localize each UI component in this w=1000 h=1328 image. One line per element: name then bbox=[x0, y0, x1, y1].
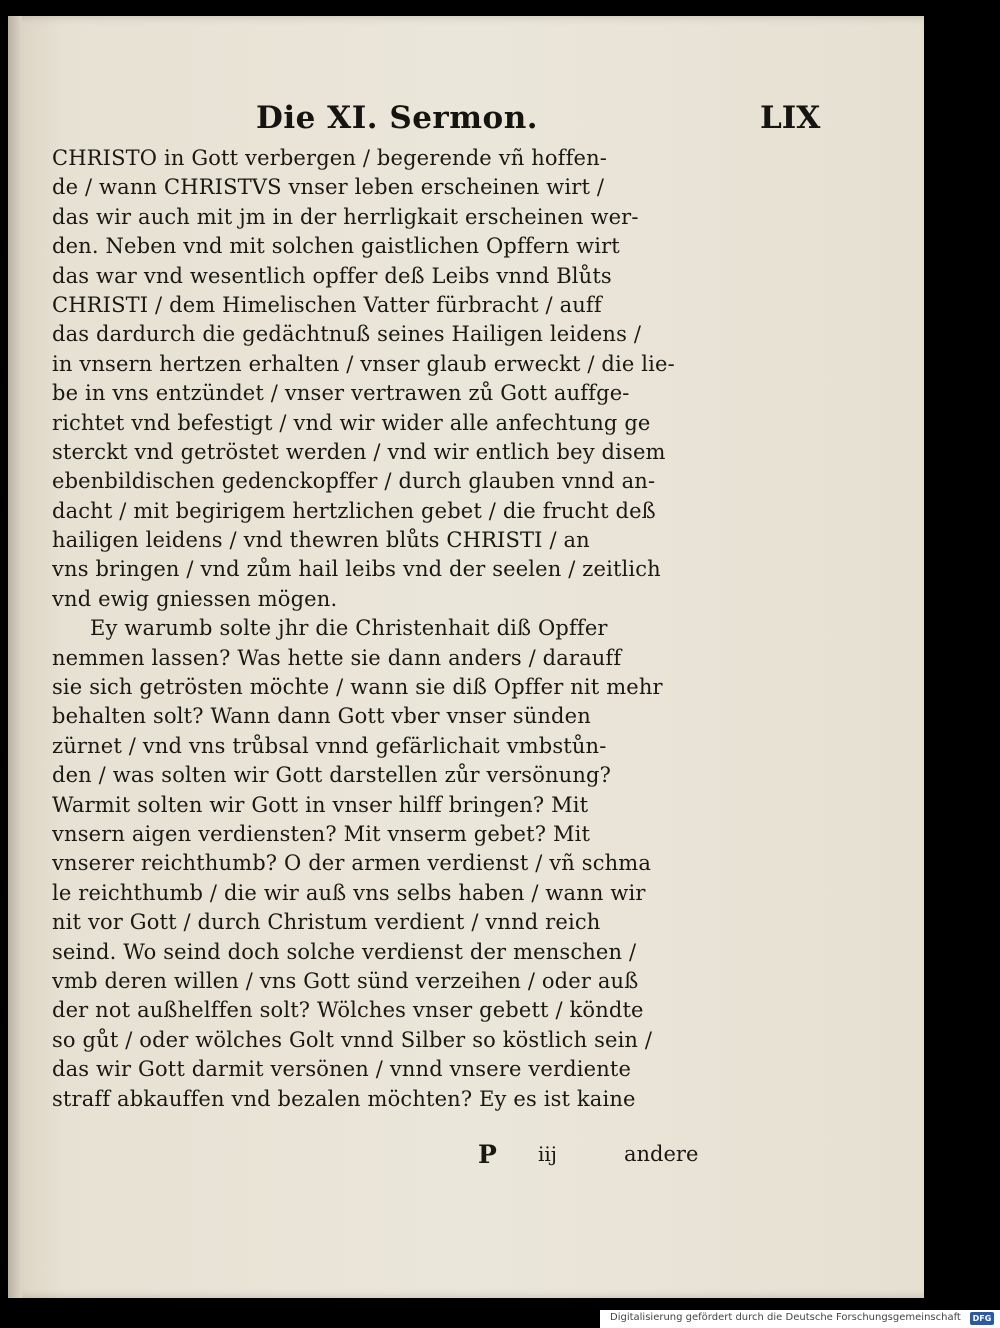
page-gutter bbox=[8, 16, 22, 1298]
signature-letter: P bbox=[478, 1140, 497, 1169]
text-line: den / was solten wir Gott darstellen zůr versönung? bbox=[52, 763, 612, 788]
text-line: vnserer reichthumb? O der armen verdienst / vñ schma bbox=[52, 851, 652, 876]
text-line: nemmen lassen? Was hette sie dann anders / darauff bbox=[52, 645, 622, 670]
page-header bbox=[8, 100, 924, 140]
text-line: vnd ewig gniessen mögen. bbox=[52, 586, 338, 611]
text-line: das dardurch die gedächtnuß seines Hailigen leidens / bbox=[52, 322, 642, 347]
text-line: seind. Wo seind doch solche verdienst der menschen / bbox=[52, 939, 637, 964]
text-line: CHRISTO in Gott verbergen / begerende vñ hoffen- bbox=[52, 146, 608, 170]
text-line: das war vnd wesentlich opffer deß Leibs vnnd Blůts bbox=[52, 263, 612, 288]
footer-credit-bar bbox=[600, 1310, 1000, 1328]
paragraph-start-line: Ey warumb solte jhr die Christenhait diß Opffer bbox=[90, 616, 608, 641]
text-line: vnsern aigen verdiensten? Mit vnserm gebet? Mit bbox=[52, 821, 591, 846]
catchword: andere bbox=[624, 1142, 699, 1166]
text-line: be in vns entzündet / vnser vertrawen zů Gott auffge- bbox=[52, 381, 630, 406]
footer-credit: Digitalisierung gefördert durch die Deutsche Forschungsgemeinschaft bbox=[610, 1312, 961, 1323]
text-line: Warmit solten wir Gott in vnser hilff bringen? Mit bbox=[52, 792, 589, 817]
text-line: den. Neben vnd mit solchen gaistlichen Opffern wirt bbox=[52, 234, 620, 259]
text-line: straff abkauffen vnd bezalen möchten? Ey es ist kaine bbox=[52, 1086, 636, 1111]
text-line: behalten solt? Wann dann Gott vber vnser sünden bbox=[52, 704, 591, 729]
folio-number: LIX bbox=[760, 100, 821, 136]
running-title: Die XI. Sermon. bbox=[256, 100, 539, 136]
dfg-logo: DFG bbox=[970, 1312, 994, 1325]
text-line: das wir Gott darmit versönen / vnnd vnsere verdiente bbox=[52, 1057, 632, 1082]
text-line: vns bringen / vnd zům hail leibs vnd der seelen / zeitlich bbox=[52, 557, 661, 582]
text-line: vmb deren willen / vns Gott sünd verzeihen / oder auß bbox=[52, 968, 639, 993]
text-line: das wir auch mit jm in der herrligkait erscheinen wer- bbox=[52, 204, 639, 229]
body-text bbox=[52, 144, 712, 1114]
catchline bbox=[478, 1140, 718, 1176]
text-line: nit vor Gott / durch Christum verdient / vnnd reich bbox=[52, 910, 601, 935]
text-line: de / wann CHRISTVS vnser leben erscheinen wirt / bbox=[52, 175, 605, 200]
text-line: so gůt / oder wölches Golt vnnd Silber so köstlich sein / bbox=[52, 1027, 653, 1052]
text-line: der not außhelffen solt? Wölches vnser gebett / köndte bbox=[52, 998, 644, 1023]
text-line: in vnsern hertzen erhalten / vnser glaub erweckt / die lie- bbox=[52, 351, 675, 376]
signature-number: iij bbox=[538, 1142, 557, 1166]
book-page bbox=[8, 16, 924, 1298]
text-line: sterckt vnd getröstet werden / vnd wir entlich bey disem bbox=[52, 439, 666, 464]
text-line: le reichthumb / die wir auß vns selbs haben / wann wir bbox=[52, 880, 646, 905]
text-line: ebenbildischen gedenckopffer / durch glauben vnnd an- bbox=[52, 469, 656, 494]
text-line: CHRISTI / dem Himelischen Vatter fürbracht / auff bbox=[52, 292, 602, 317]
text-line: hailigen leidens / vnd thewren blůts CHRISTI / an bbox=[52, 528, 590, 553]
text-line: richtet vnd befestigt / vnd wir wider alle anfechtung ge bbox=[52, 410, 651, 435]
text-line: sie sich getrösten möchte / wann sie diß Opffer nit mehr bbox=[52, 675, 663, 700]
text-line: dacht / mit begirigem hertzlichen gebet / die frucht deß bbox=[52, 498, 656, 523]
text-line: zürnet / vnd vns trůbsal vnnd gefärlichait vmbstůn- bbox=[52, 733, 607, 758]
